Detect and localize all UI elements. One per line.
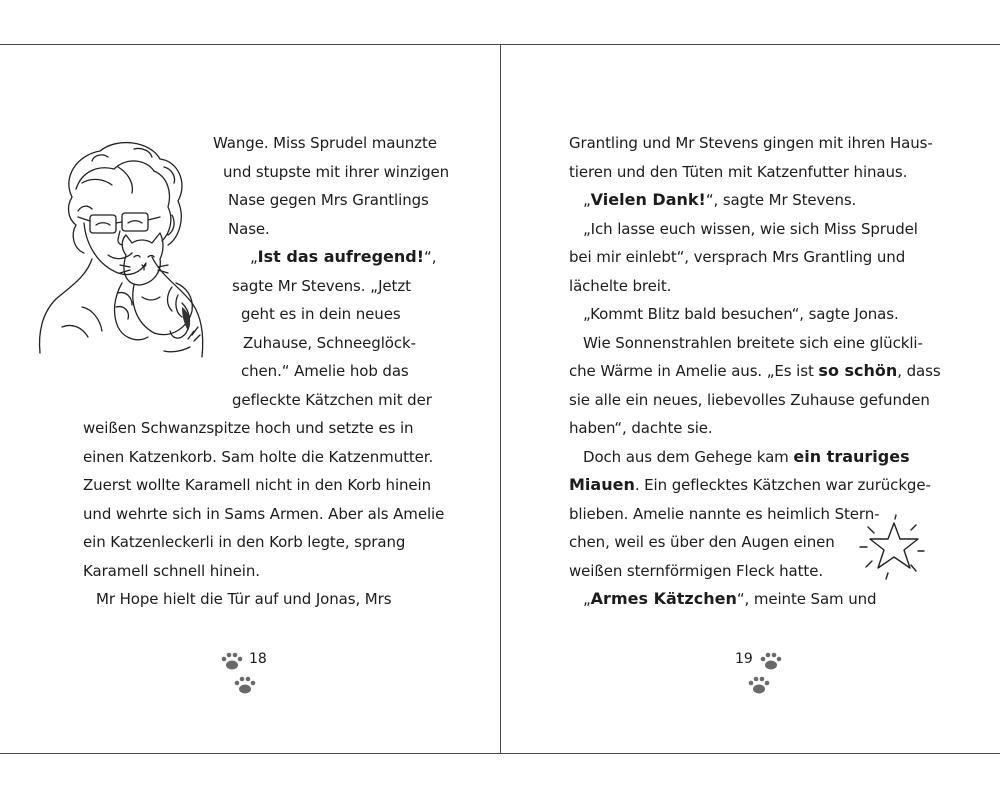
text-line: Mr Hope hielt die Tür auf und Jonas, Mrs [96,590,392,608]
text-line: Wange. Miss Sprudel maunzte [213,134,437,152]
text-line: sie alle ein neues, liebevolles Zuhause gefunden [569,391,930,409]
text-run: „ [583,590,591,608]
text-run: „ [250,248,258,266]
text-line: und wehrte sich in Sams Armen. Aber als Amelie [83,505,445,523]
text-line: Nase. [228,220,270,238]
text-line: „Kommt Blitz bald besuchen“, sagte Jonas. [583,305,899,323]
emphasis-text: Miauen [569,475,635,494]
text-line: und stupste mit ihrer winzigen [223,163,450,181]
text-line: tieren und den Tüten mit Katzenfutter hinaus. [569,163,908,181]
text-run: “, meinte Sam und [736,590,877,608]
paw-print-icon [758,651,784,671]
emphasis-text: Ist das aufregend! [257,247,425,266]
paw-print-icon [746,675,772,695]
text-line: bei mir einlebt“, versprach Mrs Grantling und [569,248,906,266]
page-number: 19 [735,651,753,667]
book-spread [0,44,1000,754]
text-line: weißen sternförmigen Fleck hatte. [569,562,824,580]
text-line: ein Katzenleckerli in den Korb legte, sprang [83,533,406,551]
text-line: Grantling und Mr Stevens gingen mit ihren Haus- [569,134,933,152]
text-line-with-emphasis [583,190,856,210]
paw-print-icon [232,675,258,695]
star-doodle-icon [856,513,928,583]
text-run: Doch aus dem Gehege kam [583,448,794,466]
emphasis-text: so schön [818,361,898,380]
text-run: “, [424,248,437,266]
text-line: Zuhause, Schneeglöck- [243,334,416,352]
emphasis-text: Vielen Dank! [590,190,706,209]
text-run: “, sagte Mr Stevens. [705,191,857,209]
text-run: che Wärme in Amelie aus. „Es ist [569,362,819,380]
paw-print-icon [219,651,245,671]
text-line-with-emphasis [569,475,931,495]
text-run: „ [583,191,591,209]
right-page [501,45,1000,753]
text-line: Zuerst wollte Karamell nicht in den Korb hinein [83,476,432,494]
text-line-with-emphasis [583,589,876,609]
text-line: lächelte breit. [569,277,672,295]
text-line: „Ich lasse euch wissen, wie sich Miss Sprudel [583,220,918,238]
text-line: blieben. Amelie nannte es heimlich Stern- [569,505,880,523]
text-line: Wie Sonnenstrahlen breitete sich eine glückli- [583,334,923,352]
text-run: , dass [897,362,941,380]
text-line: haben“, dachte sie. [569,419,713,437]
text-line-with-emphasis [569,361,941,381]
text-line: geht es in dein neues [241,305,401,323]
text-line-with-emphasis [250,247,436,267]
text-line: chen, weil es über den Augen einen [569,533,835,551]
text-line: Nase gegen Mrs Grantlings [228,191,429,209]
text-line: einen Katzenkorb. Sam holte die Katzenmutter. [83,448,434,466]
text-line: chen.“ Amelie hob das [241,362,409,380]
left-page [0,45,500,753]
text-line: sagte Mr Stevens. „Jetzt [232,277,411,295]
text-run: . Ein geflecktes Kätzchen war zurückge- [634,476,931,494]
emphasis-text: ein trauriges [793,447,910,466]
text-line: weißen Schwanzspitze hoch und setzte es in [83,419,414,437]
text-line-with-emphasis [583,447,910,467]
page-number: 18 [249,651,267,667]
woman-holding-kitten-illustration [22,127,212,377]
emphasis-text: Armes Kätzchen [590,589,737,608]
text-line: gefleckte Kätzchen mit der [232,391,432,409]
text-line: Karamell schnell hinein. [83,562,260,580]
